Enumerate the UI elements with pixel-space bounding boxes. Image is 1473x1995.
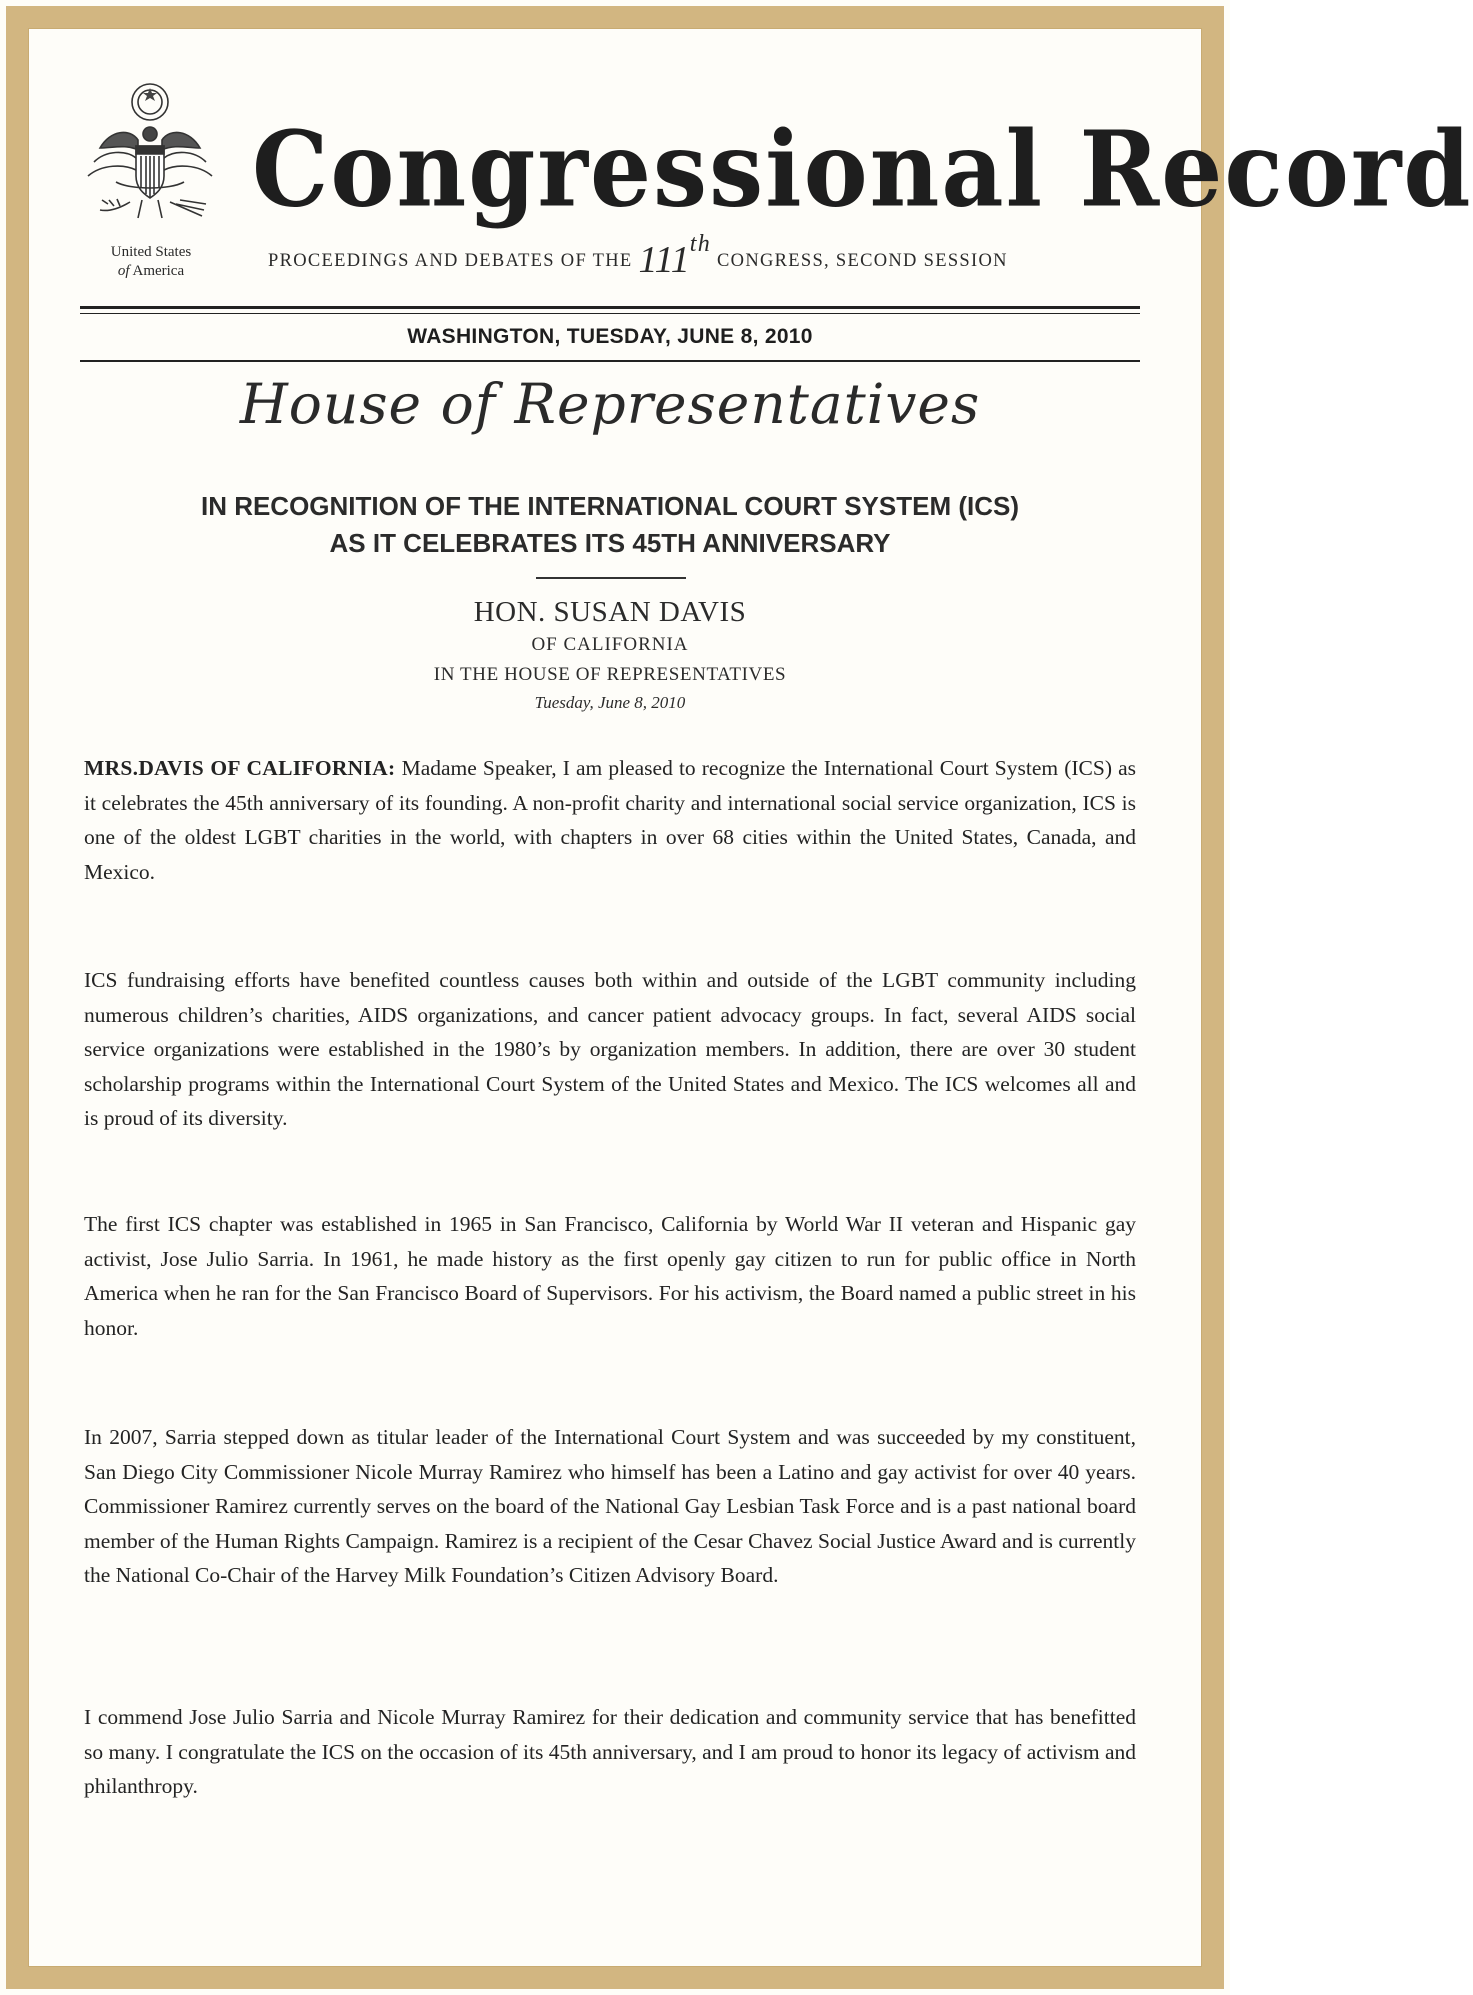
speaker-label: MRS.DAVIS OF CALIFORNIA: xyxy=(84,756,396,780)
seal-caption-america: America xyxy=(132,263,185,279)
paragraph-1-text: Madame Speaker, I am pleased to recognize the International Court System (ICS) as it celebrates the 45th anniversary of its founding. A non-profit charity and international social service organization, ICS is one of the oldest LGBT charities in the world, with chapters in over 68 cities within the United States, Canada, and Mexico. xyxy=(84,756,1136,884)
seal-caption-line2 xyxy=(76,262,226,281)
congress-suffix: th xyxy=(689,230,712,257)
congress-number: 111 xyxy=(638,239,690,281)
paragraph-2: ICS fundraising efforts have benefited countless causes both within and outside of the LGBT community including numerous children’s charities, AIDS organizations, and cancer patient advocacy groups. In fact, several AIDS social service organizations were established in the 1980’s by organization members. In addition, there are over 30 student scholarship programs within the International Court System of the United States and Mexico. The ICS welcomes all and is proud of its diversity. xyxy=(84,968,1136,1130)
paragraph-4: In 2007, Sarria stepped down as titular leader of the International Court System and was succeeded by my constituent, San Diego City Commissioner Nicole Murray Ramirez who himself has been a Latino and gay activist for over 40 years. Commissioner Ramirez currently serves on the board of the National Gay Lesbian Task Force and is a past national board member of the Human Rights Campaign. Ramirez is a recipient of the Cesar Chavez Social Justice Award and is currently the National Co-Chair of the Harvey Milk Foundation’s Citizen Advisory Board. xyxy=(84,1425,1136,1587)
dateline-rule xyxy=(80,360,1140,362)
headline-line2: AS IT CELEBRATES ITS 45TH ANNIVERSARY xyxy=(329,528,891,558)
headline-divider xyxy=(536,577,686,579)
speaker-date: Tuesday, June 8, 2010 xyxy=(534,693,686,712)
paragraph-1 xyxy=(84,751,1136,889)
seal-caption xyxy=(76,243,226,281)
proceedings-prefix: PROCEEDINGS AND DEBATES OF THE xyxy=(268,251,633,271)
speaker-state: OF CALIFORNIA xyxy=(531,634,689,655)
masthead-rule-thin xyxy=(80,313,1140,314)
headline xyxy=(80,488,1140,562)
proceedings-line xyxy=(268,232,1148,282)
masthead-rule-thick xyxy=(80,306,1140,309)
masthead-title: Congressional Record xyxy=(252,108,1473,231)
headline-line1: IN RECOGNITION OF THE INTERNATIONAL COURT SYSTEM (ICS) xyxy=(200,491,1020,521)
chamber-title: House of Representatives xyxy=(239,372,981,436)
proceedings-suffix: CONGRESS, SECOND SESSION xyxy=(717,251,1008,271)
paragraph-5: I commend Jose Julio Sarria and Nicole Murray Ramirez for their dedication and community service that has benefitted so many. I congratulate the ICS on the occasion of its 45th anniversary, and I am proud to honor its legacy of activism and philanthropy. xyxy=(84,1705,1136,1798)
paragraph-3: The first ICS chapter was established in 1965 in San Francisco, California by World War II veteran and Hispanic gay activist, Jose Julio Sarria. In 1961, he made history as the first openly gay citizen to run for public office in North America when he ran for the San Francisco Board of Supervisors. For his activism, the Board named a public street in his honor. xyxy=(84,1212,1136,1340)
dateline: WASHINGTON, TUESDAY, JUNE 8, 2010 xyxy=(407,325,813,348)
seal-caption-of: of xyxy=(117,263,130,279)
speaker-name: HON. SUSAN DAVIS xyxy=(473,596,747,628)
seal-caption-line1: United States xyxy=(110,244,192,260)
speaker-chamber: IN THE HOUSE OF REPRESENTATIVES xyxy=(433,664,787,685)
great-seal-icon xyxy=(80,78,220,228)
